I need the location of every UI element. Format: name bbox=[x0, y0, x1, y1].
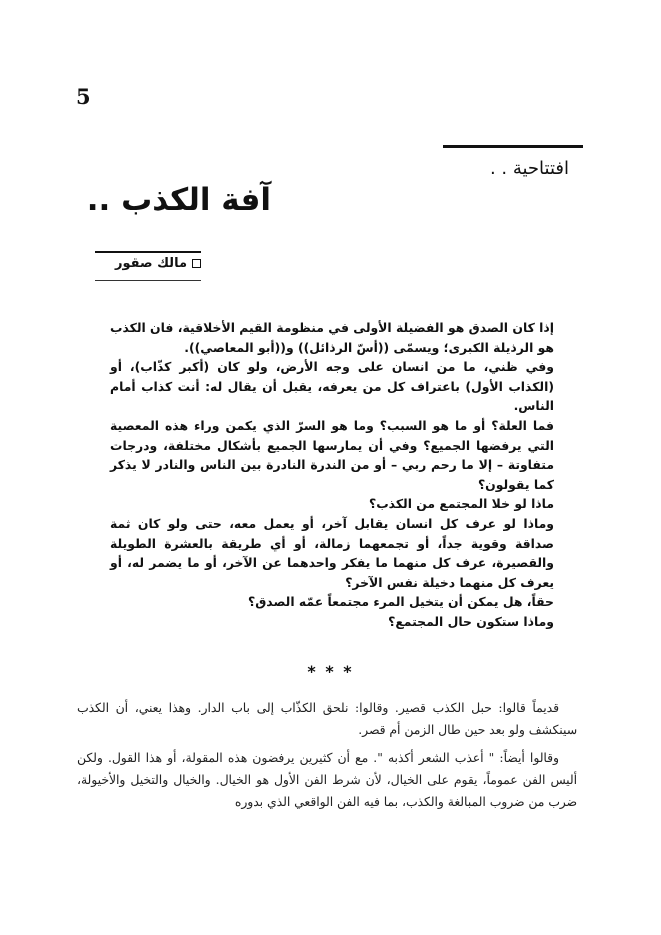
body-paragraph: وفي ظني، ما من انسان على وجه الأرض، ولو كان (أكبر كذّاب)، أو (الكذاب الأول) باعتراف كل من يعرفه، يقبل أن يقال له: أنت كذاب أمام الناس. bbox=[110, 359, 554, 414]
checkbox-square-icon bbox=[192, 259, 201, 268]
body-paragraph: فما العلة؟ أو ما هو السبب؟ وما هو السرّ الذي يكمن وراء هذه المعصية التي يرفضها الجميع؟ وفي أن يمارسها الجميع بأشكال مختلفة، ودرجات متفاوتة – إلا ما رحم ربي – أو من الندرة النادرة بين الناس والنادر لا يذكر كما يقولون؟ bbox=[110, 417, 554, 492]
section-label: افتتاحية . . bbox=[489, 158, 569, 179]
article-body bbox=[110, 318, 554, 632]
author-top-rule bbox=[95, 251, 201, 253]
article-title: آفة الكذب .. bbox=[86, 182, 271, 218]
author-bottom-rule bbox=[95, 280, 201, 281]
page-number: 5 bbox=[76, 84, 91, 109]
lower-body bbox=[77, 697, 577, 819]
section-separator: * * * bbox=[307, 662, 354, 681]
body-paragraph: وماذا ستكون حال المجتمع؟ bbox=[388, 613, 554, 629]
body-paragraph: إذا كان الصدق هو الفضيلة الأولى في منظومة القيم الأخلاقية، فان الكذب هو الرذيلة الكبرى؛ ويسمّى ((أسّ الرذائل)) و((أبو المعاصي)). bbox=[110, 320, 554, 355]
lower-paragraph: وقالوا أيضاً: " أعذب الشعر أكذبه ". مع أن كثيرين يرفضون هذه المقولة، أو هذا القول. ولكن أليس الفن عموماً، يقوم على الخيال، لأن شرط الفن الأول هو الخيال. والخيال والتخيل والأخيولة، ضرب من ضروب المبالغة والكذب، بما فيه الفن الواقعي الذي بدوره bbox=[77, 751, 577, 809]
body-paragraph: حقاً، هل يمكن أن يتخيل المرء مجتمعاً عمّه الصدق؟ bbox=[248, 594, 554, 610]
section-rule bbox=[443, 145, 583, 148]
author-byline bbox=[115, 256, 201, 271]
body-paragraph: ماذا لو خلا المجتمع من الكذب؟ bbox=[369, 496, 554, 512]
body-paragraph: وماذا لو عرف كل انسان يقابل آخر، أو يعمل معه، حتى ولو كان ثمة صداقة وقوية جداً، أو تجمعهما زمالة، أو أي طريقة بالعشرة الطويلة والقصيرة، عرف كل منهما ما يفكر واحدهما عن الآخر، أو ما يضمر له، أو يعرف كل منهما دخيلة نفس الآخر؟ bbox=[110, 515, 554, 590]
author-name: مالك صقور bbox=[115, 256, 187, 271]
lower-paragraph: قديماً قالوا: حبل الكذب قصير. وقالوا: نلحق الكذّاب إلى باب الدار. وهذا يعني، أن الكذب سينكشف ولو بعد حين طال الزمن أم قصر. bbox=[77, 701, 577, 737]
